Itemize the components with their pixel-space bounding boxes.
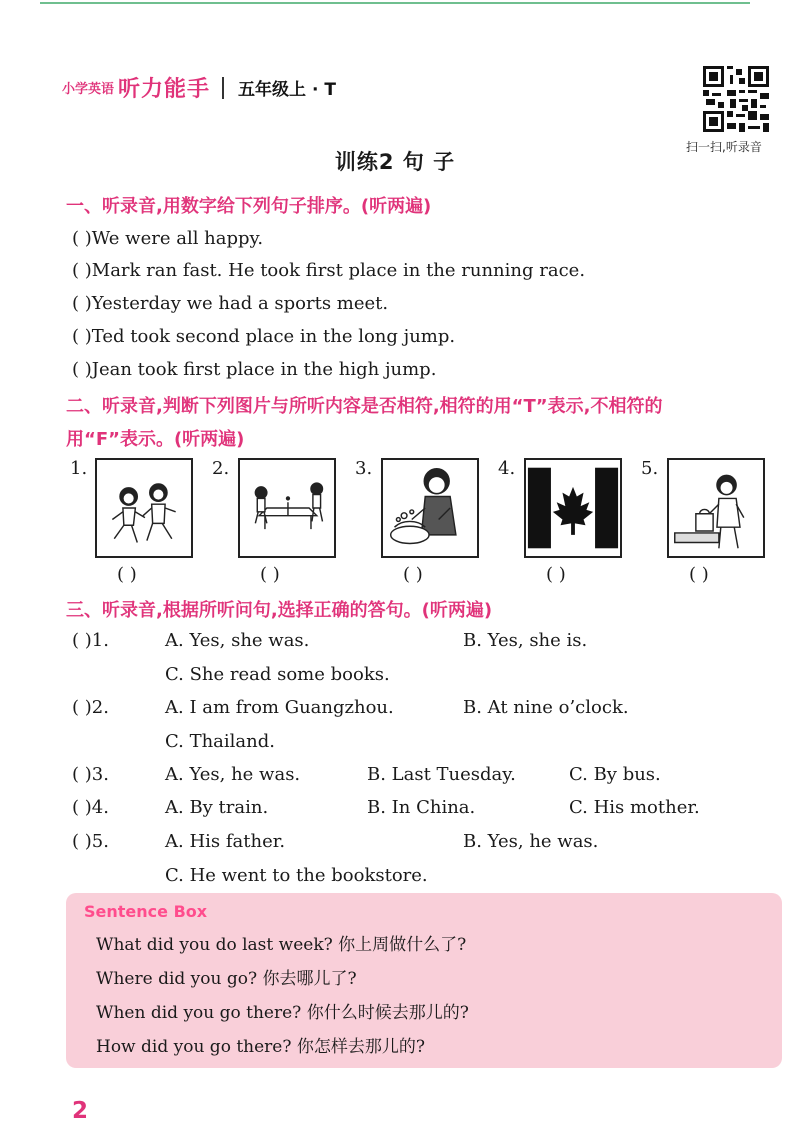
qr-code-icon[interactable] [703,66,769,132]
s1-item-3[interactable]: ( )Yesterday we had a sports meet. [72,293,389,314]
pic-answer-3[interactable]: ( ) [403,564,423,585]
q2-option-a: A. I am from Guangzhou. [165,697,394,718]
ping-pong-icon [238,458,336,558]
q2-option-c: C. Thailand. [165,731,275,752]
top-rule [40,2,750,4]
s1-item-5[interactable]: ( )Jean took first place in the high jump. [72,359,437,380]
s1-item-1[interactable]: ( )We were all happy. [72,228,264,249]
s1-item-2[interactable]: ( )Mark ran fast. He took first place in the running race. [72,260,586,281]
sentence-box-line-1: What did you do last week? 你上周做什么了? [96,935,467,955]
sentence-box-line-4: How did you go there? 你怎样去那儿的? [96,1037,425,1057]
q3-option-a: A. Yes, he was. [165,764,301,785]
q4-option-b: B. In China. [367,797,476,818]
q5-option-b: B. Yes, he was. [463,831,599,852]
sentence-box [66,893,782,1068]
pic-number-2: 2. [212,458,230,479]
q3-option-c: C. By bus. [569,764,661,785]
pic-answer-4[interactable]: ( ) [546,564,566,585]
sentence-box-line-2: Where did you go? 你去哪儿了? [96,969,357,989]
pic-number-4: 4. [498,458,516,479]
grade-label: 五年级上 · T [238,80,336,100]
section2-heading-line1: 二、听录音,判断下列图片与所听内容是否相符,相符的用“T”表示,不相符的 [66,396,663,417]
two-boys-running-icon [95,458,193,558]
q2-number[interactable]: ( )2. [72,697,109,718]
section1-heading: 一、听录音,用数字给下列句子排序。(听两遍) [66,196,432,217]
canada-flag-icon [524,458,622,558]
q5-option-c: C. He went to the bookstore. [165,865,428,886]
pic-number-1: 1. [70,458,88,479]
brand-small: 小学英语 [62,82,115,97]
section2-heading-line2: 用“F”表示。(听两遍) [66,429,245,450]
boy-washing-clothes-icon [381,458,479,558]
q5-option-a: A. His father. [165,831,286,852]
pic-answer-1[interactable]: ( ) [117,564,137,585]
q1-option-a: A. Yes, she was. [165,630,310,651]
qr-caption: 扫一扫,听录音 [686,140,762,154]
q4-number[interactable]: ( )4. [72,797,109,818]
pic-number-3: 3. [355,458,373,479]
header [62,72,336,103]
brand-logo: 听力能手 [118,77,211,102]
s1-item-4[interactable]: ( )Ted took second place in the long jump. [72,326,456,347]
q4-option-a: A. By train. [165,797,269,818]
sentence-box-line-3: When did you go there? 你什么时候去那儿的? [96,1003,469,1023]
section3-heading: 三、听录音,根据所听问句,选择正确的答句。(听两遍) [66,600,493,621]
pic-number-5: 5. [641,458,659,479]
page-title: 训练2 句 子 [334,150,456,174]
sentence-box-title: Sentence Box [84,902,208,921]
pic-answer-5[interactable]: ( ) [689,564,709,585]
q4-option-c: C. His mother. [569,797,700,818]
q3-number[interactable]: ( )3. [72,764,109,785]
header-divider [222,77,224,99]
q2-option-b: B. At nine o’clock. [463,697,629,718]
q5-number[interactable]: ( )5. [72,831,109,852]
boy-with-bag-icon [667,458,765,558]
q3-option-b: B. Last Tuesday. [367,764,516,785]
q1-option-c: C. She read some books. [165,664,390,685]
q1-number[interactable]: ( )1. [72,630,109,651]
q1-option-b: B. Yes, she is. [463,630,588,651]
page-number: 2 [72,1098,89,1124]
pic-answer-2[interactable]: ( ) [260,564,280,585]
